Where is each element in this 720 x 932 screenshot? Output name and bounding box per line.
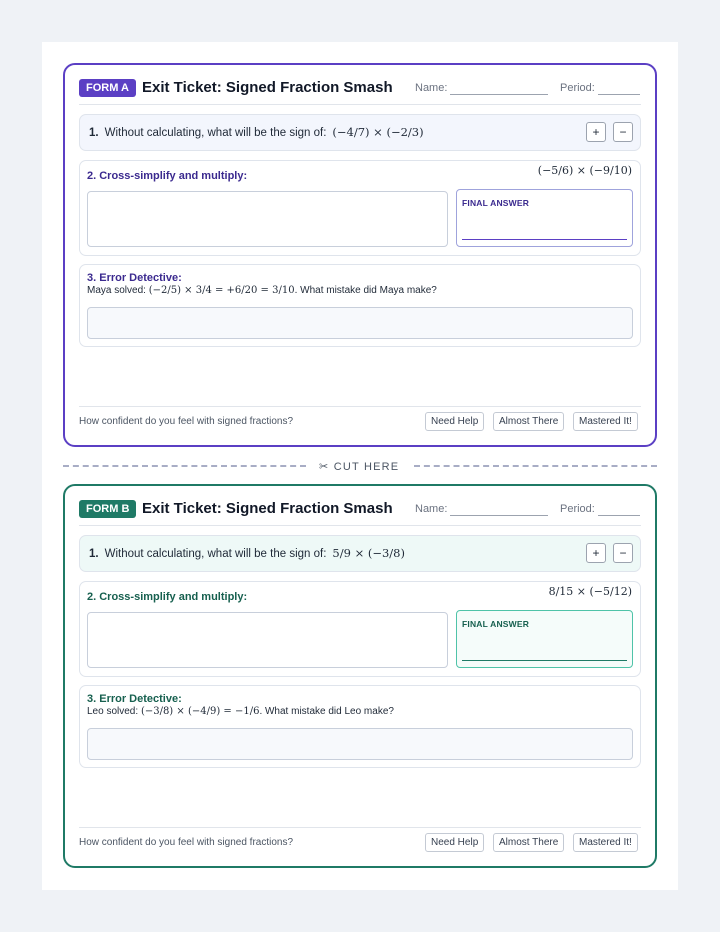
worksheet-page <box>42 42 678 890</box>
question-math: (−5/6) × (−9/10) <box>537 164 632 177</box>
almost-there-button[interactable]: Almost There <box>493 412 564 431</box>
answer-input[interactable] <box>87 307 633 339</box>
plus-button[interactable]: + <box>586 543 606 563</box>
question-math: (−4/7) × (−2/3) <box>332 125 424 139</box>
form-title: Exit Ticket: Signed Fraction Smash <box>142 500 393 517</box>
question-label: 3. Error Detective: <box>87 272 182 284</box>
confidence-footer <box>79 827 641 855</box>
work-area[interactable] <box>87 612 448 668</box>
question-2 <box>79 581 641 677</box>
question-label: 2. Cross-simplify and multiply: <box>87 591 248 603</box>
dashed-line <box>63 465 306 467</box>
question-label: 2. Cross-simplify and multiply: <box>87 170 248 182</box>
period-line[interactable] <box>598 83 640 95</box>
name-line[interactable] <box>450 83 548 95</box>
confidence-question: How confident do you feel with signed fractions? <box>79 837 294 848</box>
question-number: 1. <box>89 127 99 139</box>
confidence-footer <box>79 406 641 434</box>
error-prompt <box>87 285 437 296</box>
form-a-card <box>63 63 657 447</box>
final-answer-box[interactable] <box>456 610 633 668</box>
confidence-question: How confident do you feel with signed fractions? <box>79 416 294 427</box>
prompt-prefix: Leo solved: <box>87 706 139 717</box>
period-label: Period: <box>560 82 595 94</box>
question-label: 3. Error Detective: <box>87 693 182 705</box>
question-1 <box>79 535 641 572</box>
question-text: Without calculating, what will be the sign of: <box>104 127 327 139</box>
question-2 <box>79 160 641 256</box>
period-label: Period: <box>560 503 595 515</box>
name-field[interactable] <box>415 502 548 516</box>
question-math: 8/15 × (−5/12) <box>548 585 632 598</box>
minus-button[interactable]: − <box>613 122 633 142</box>
minus-button[interactable]: − <box>613 543 633 563</box>
name-field[interactable] <box>415 81 548 95</box>
need-help-button[interactable]: Need Help <box>425 833 484 852</box>
work-area[interactable] <box>87 191 448 247</box>
name-label: Name: <box>415 503 448 515</box>
dashed-line <box>414 465 657 467</box>
period-field[interactable] <box>560 502 640 516</box>
question-1 <box>79 114 641 151</box>
form-badge: FORM A <box>79 79 136 97</box>
question-number: 1. <box>89 548 99 560</box>
error-prompt <box>87 706 394 717</box>
prompt-math: (−2/5) × 3/4 = +6/20 = 3/10 <box>148 285 295 296</box>
prompt-prefix: Maya solved: <box>87 285 146 296</box>
prompt-suffix: . What mistake did Maya make? <box>294 285 437 296</box>
plus-button[interactable]: + <box>586 122 606 142</box>
form-header <box>79 77 641 105</box>
form-header <box>79 498 641 526</box>
form-b-card <box>63 484 657 868</box>
form-title: Exit Ticket: Signed Fraction Smash <box>142 79 393 96</box>
question-3 <box>79 685 641 768</box>
cut-label: ✂ CUT HERE <box>319 461 400 473</box>
final-answer-label: FINAL ANSWER <box>462 198 530 208</box>
answer-input[interactable] <box>87 728 633 760</box>
question-3 <box>79 264 641 347</box>
mastered-it-button[interactable]: Mastered It! <box>573 412 638 431</box>
period-field[interactable] <box>560 81 640 95</box>
question-math: 5/9 × (−3/8) <box>332 546 405 560</box>
form-badge: FORM B <box>79 500 136 518</box>
mastered-it-button[interactable]: Mastered It! <box>573 833 638 852</box>
name-label: Name: <box>415 82 448 94</box>
final-answer-box[interactable] <box>456 189 633 247</box>
period-line[interactable] <box>598 504 640 516</box>
name-line[interactable] <box>450 504 548 516</box>
scissors-icon: ✂ <box>319 461 330 473</box>
prompt-math: (−3/8) × (−4/9) = −1/6 <box>140 706 260 717</box>
answer-line <box>462 239 627 240</box>
prompt-suffix: . What mistake did Leo make? <box>259 706 394 717</box>
final-answer-label: FINAL ANSWER <box>462 619 530 629</box>
question-text: Without calculating, what will be the sign of: <box>104 548 327 560</box>
need-help-button[interactable]: Need Help <box>425 412 484 431</box>
answer-line <box>462 660 627 661</box>
almost-there-button[interactable]: Almost There <box>493 833 564 852</box>
